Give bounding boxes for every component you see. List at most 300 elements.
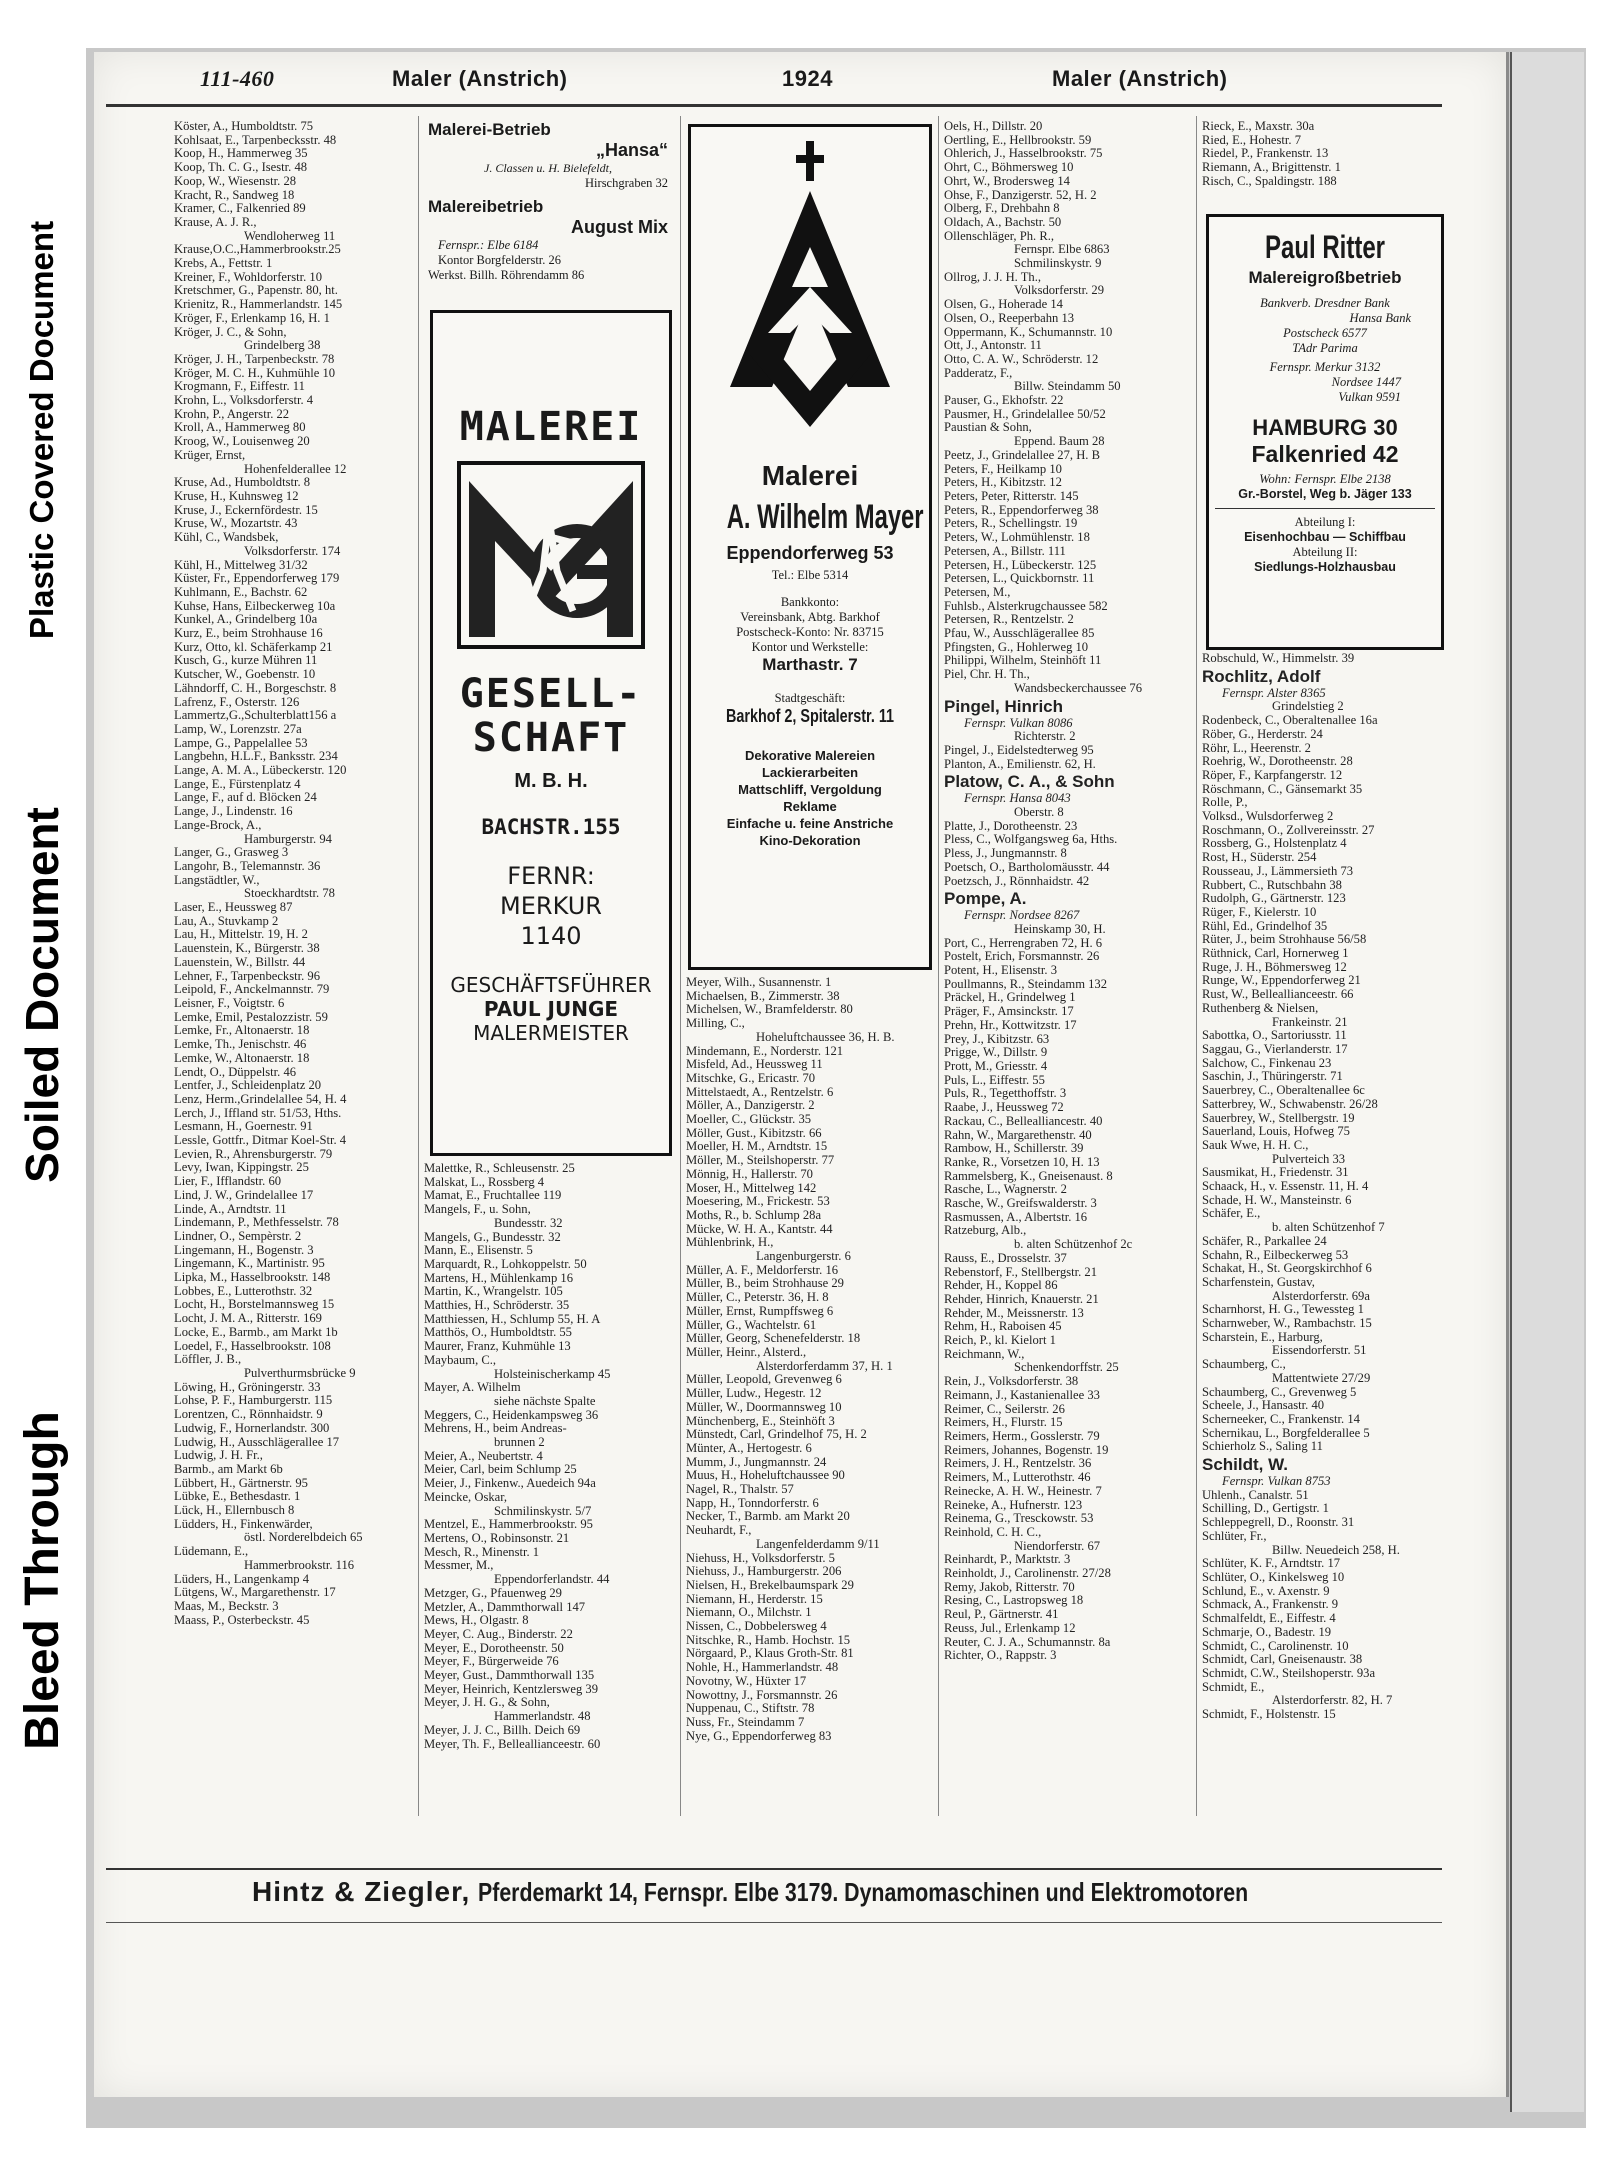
ritter-street: Falkenried 42: [1251, 441, 1399, 467]
list-item: Rossberg, G., Holstenplatz 4: [1202, 837, 1347, 851]
list-item: Leipold, F., Anckelmannstr. 79: [174, 983, 330, 997]
list-item: Robschuld, W., Himmelstr. 39: [1202, 652, 1355, 665]
list-item: Langstädtler, W.,: [174, 873, 260, 887]
list-item: Peters, H., Kibitzstr. 12: [944, 476, 1062, 490]
list-item: Kurz, Otto, kl. Schäferkamp 21: [174, 640, 333, 654]
hansa-title: Malerei-Betrieb: [428, 120, 551, 139]
list-item: Sausmikat, H., Friedenstr. 31: [1202, 1166, 1349, 1180]
mayer-services: [691, 747, 929, 849]
list-item: Roschmann, O., Zollvereinsstr. 27: [1202, 823, 1375, 837]
list-item: Schmidt, E.,: [1202, 1680, 1265, 1694]
list-item: Kohlsaat, E., Tarpenbecksstr. 48: [174, 133, 337, 147]
list-item: Grindelstieg 2: [1272, 700, 1344, 714]
list-item: Ollrog, J. J. H. Th.,: [944, 270, 1042, 284]
list-item: Krogmann, F., Eiffestr. 11: [174, 380, 305, 394]
list-item: Meyer, Wilh., Susannenstr. 1: [686, 976, 832, 989]
list-item: Oppermann, K., Schumannstr. 10: [944, 325, 1113, 339]
list-item: Krebs, A., Fettstr. 1: [174, 257, 273, 271]
ritter-tadr: TAdr Parima: [1292, 341, 1358, 355]
list-item: Reimers, Johannes, Bogenstr. 19: [944, 1443, 1109, 1457]
list-item: Eppend. Baum 28: [1014, 435, 1105, 449]
list-item: Moeller, C., Glückstr. 35: [686, 1113, 812, 1127]
ritter-bank2: Hansa Bank: [1349, 311, 1411, 325]
ad-malerei-gesellschaft: [430, 310, 672, 1156]
list-item: Langer, G., Grasweg 3: [174, 846, 289, 860]
mayer-stadt: Barkhof 2, Spitalerstr. 11: [725, 706, 895, 726]
list-item: Scharstein, E., Harburg,: [1202, 1330, 1323, 1344]
list-item: Bundesstr. 32: [494, 1216, 563, 1230]
ritter-name: Paul Ritter: [1264, 229, 1386, 265]
list-item: Scharfenstein, Gustav,: [1202, 1275, 1315, 1289]
list-item: Leisner, F., Voigtstr. 6: [174, 997, 285, 1010]
list-item: Roehrig, W., Dorotheenstr. 28: [1202, 755, 1353, 769]
list-item: Kröger, F., Erlenkamp 16, H. 1: [174, 311, 330, 325]
list-item: Schernikau, L., Borgfelderallee 5: [1202, 1426, 1370, 1440]
list-item: Lange, A. M. A., Lübeckerstr. 120: [174, 764, 347, 778]
list-item: Kroog, W., Louisenweg 20: [174, 435, 310, 449]
list-item: Wendloherweg 11: [244, 229, 336, 243]
list-item: Röhr, L., Heerenstr. 2: [1202, 741, 1311, 755]
list-item: Napp, H., Tonndorferstr. 6: [686, 1496, 819, 1510]
list-item: Kramer, C., Falkenried 89: [174, 202, 306, 216]
list-item: Lauenstein, W., Billstr. 44: [174, 955, 306, 969]
mix-kontor: Kontor Borgfelderstr. 26: [438, 253, 562, 267]
ritter-abt2: Abteilung II:: [1292, 545, 1358, 559]
list-item: Lau, A., Stuvkamp 2: [174, 914, 279, 928]
list-item: Locke, E., Barmb., am Markt 1b: [174, 1325, 338, 1339]
list-item: Reinholdt, J., Carolinenstr. 27/28: [944, 1567, 1111, 1581]
list-item: Müller, B., beim Strohhause 29: [686, 1277, 844, 1291]
list-item: Prott, M., Griesstr. 4: [944, 1060, 1048, 1073]
list-item: Levien, R., Ahrensburgerstr. 79: [174, 1147, 333, 1161]
list-item: Reul, P., Gärtnerstr. 41: [944, 1608, 1059, 1622]
list-item: Lessle, Gottfr., Ditmar Koel-Str. 4: [174, 1134, 347, 1148]
list-item: Peters, R., Schellingstr. 19: [944, 517, 1078, 531]
list-item: Petersen, L., Quickbornstr. 11: [944, 572, 1095, 586]
list-item: Ludwig, H., Ausschlägerallee 17: [174, 1435, 340, 1449]
list-item: Lobbes, E., Lutterothstr. 32: [174, 1284, 313, 1298]
list-item: Ohrt, C., Böhmersweg 10: [944, 161, 1074, 175]
list-item: Ruge, J. H., Böhmersweg 12: [1202, 960, 1347, 974]
mayer-malerei: Malerei: [761, 460, 859, 491]
ad-gesellschaft-line2: GESELL-: [459, 671, 643, 717]
list-item: Rebenstorf, F., Stellbergstr. 21: [944, 1265, 1098, 1279]
list-item: Reimann, J., Kastanienallee 33: [944, 1388, 1100, 1402]
list-item: Maas, M., Beckstr. 3: [174, 1599, 279, 1613]
list-item: Sauerbrey, C., Oberaltenallee 6c: [1202, 1084, 1365, 1098]
list-item: Moths, R., b. Schlump 28a: [686, 1208, 822, 1222]
list-item: Müller, W., Doormannsweg 10: [686, 1400, 842, 1414]
list-item: Lübke, E., Bethesdastr. 1: [174, 1490, 301, 1504]
list-item: Fuhlsb., Alsterkrugchaussee 582: [944, 599, 1108, 613]
mix-title: Malereibetrieb: [428, 197, 544, 216]
list-item: Reineke, A., Hufnerstr. 123: [944, 1498, 1083, 1512]
list-item: Piel, Chr. H. Th.,: [944, 668, 1030, 682]
list-item: Schahn, R., Eilbeckerweg 53: [1202, 1248, 1349, 1262]
list-item: Kühl, C., Wandsbek,: [174, 531, 279, 545]
column-5: [1202, 652, 1446, 1722]
list-item: Nuppenau, C., Stiftstr. 78: [686, 1702, 815, 1716]
list-item: Kruse, W., Mozartstr. 43: [174, 517, 298, 531]
list-item: Sauerland, Louis, Hofweg 75: [1202, 1125, 1350, 1139]
section-right: Maler (Anstrich): [1052, 66, 1228, 91]
list-item: Müller, Ernst, Rumpffsweg 6: [686, 1304, 834, 1318]
ad-gesellschaft-line1: MALEREI: [459, 404, 643, 450]
list-item: Kruse, Ad., Humboldtstr. 8: [174, 476, 311, 490]
list-item: Rahn, W., Margarethenstr. 40: [944, 1128, 1092, 1142]
list-item: Hamburgerstr. 94: [244, 832, 332, 846]
list-item: Lafrenz, F., Osterstr. 126: [174, 695, 300, 709]
list-item: Langenburgerstr. 6: [756, 1250, 851, 1264]
ad-gesellschaft-fern1: FERNR:: [507, 862, 595, 890]
list-item: Oberstr. 8: [1014, 806, 1064, 820]
list-item: Küster, Fr., Eppendorferweg 179: [174, 572, 340, 586]
mayer-postscheck: Postscheck-Konto: Nr. 83715: [736, 625, 884, 639]
list-item: Rauss, E., Drosselstr. 37: [944, 1251, 1067, 1265]
list-item: Hammerbrookstr. 116: [244, 1558, 355, 1572]
list-item: Mangels, G., Bundesstr. 32: [424, 1230, 561, 1244]
list-item: östl. Norderelbdeich 65: [244, 1531, 363, 1545]
list-item: Lampe, G., Pappelallee 53: [174, 736, 308, 750]
list-item: Lüdders, H., Finkenwärder,: [174, 1517, 313, 1531]
list-item: Münstedt, Carl, Grindelhof 75, H. 2: [686, 1428, 867, 1442]
list-item: Rein, J., Volksdorferstr. 38: [944, 1375, 1079, 1389]
list-item: Mühlenbrink, H.,: [686, 1236, 774, 1250]
list-item: Mumm, J., Jungmannstr. 24: [686, 1455, 827, 1469]
mayer-street: Eppendorferweg 53: [726, 543, 894, 563]
ad-wilhelm-mayer: [688, 124, 932, 970]
list-item: Richterstr. 2: [1014, 730, 1076, 744]
list-item: Mesch, R., Minenstr. 1: [424, 1545, 540, 1559]
mayer-service: Reklame: [783, 799, 837, 814]
list-item: Sabottka, O., Sartoriusstr. 11: [1202, 1029, 1347, 1043]
ritter-abt2b: Siedlungs-Holzhausbau: [1254, 560, 1396, 574]
ad-gesellschaft-line4: M. B. H.: [514, 770, 588, 792]
list-item: Schleppegrell, D., Roonstr. 31: [1202, 1516, 1355, 1530]
list-item: Kroll, A., Hammerweg 80: [174, 421, 306, 435]
list-item: Krause, A. J. R.,: [174, 215, 257, 229]
list-item: Rehder, M., Meissnerstr. 13: [944, 1306, 1084, 1320]
list-item: Kutscher, W., Goebenstr. 10: [174, 668, 316, 682]
list-item: Michaelsen, B., Zimmerstr. 38: [686, 989, 840, 1003]
list-item: Volksdorferstr. 174: [244, 544, 341, 558]
list-item: Reichmann, W.,: [944, 1347, 1025, 1361]
list-item: Mehrens, H., beim Andreas-: [424, 1422, 567, 1436]
ritter-abt1: Abteilung I:: [1294, 515, 1356, 529]
list-item: Lindemann, P., Methfesselstr. 78: [174, 1216, 339, 1230]
list-item: Marquardt, R., Lohkoppelstr. 50: [424, 1257, 587, 1271]
list-item: Nörgaard, P., Klaus Groth-Str. 81: [686, 1647, 854, 1661]
list-item: Ohse, F., Danzigerstr. 52, H. 2: [944, 188, 1097, 202]
list-item: Riedel, P., Frankenstr. 13: [1202, 147, 1329, 161]
list-item: Poullmanns, R., Steindamm 132: [944, 977, 1108, 991]
list-item: Meyer, C. Aug., Binderstr. 22: [424, 1627, 573, 1641]
list-item: Meyer, Heinrich, Kentzlersweg 39: [424, 1682, 598, 1696]
list-item: Meyer, E., Dorotheenstr. 50: [424, 1641, 564, 1655]
list-item: Meyer, Th. F., Belleallianceestr. 60: [424, 1737, 601, 1751]
list-item: Schmarje, O., Badestr. 19: [1202, 1625, 1332, 1639]
list-item: Neuhardt, F.,: [686, 1524, 752, 1538]
list-item: Hammerlandstr. 48: [494, 1710, 591, 1724]
list-item: Oldach, A., Bachstr. 50: [944, 215, 1062, 229]
list-item: Locht, H., Borstelmannsweg 15: [174, 1298, 335, 1312]
next-page-edge: [1510, 52, 1584, 2112]
list-item: Pingel, J., Eidelstedterweg 95: [944, 743, 1094, 757]
list-item: Loedel, F., Hasselbrookstr. 108: [174, 1339, 331, 1353]
list-item: Heinskamp 30, H.: [1014, 922, 1106, 936]
list-item: Pulverteich 33: [1272, 1152, 1346, 1166]
mayer-stadt-title: Stadtgeschäft:: [774, 691, 846, 705]
list-item: Fernspr. Elbe 6863: [1014, 243, 1110, 257]
list-item: Schilling, D., Gertigstr. 1: [1202, 1502, 1329, 1516]
list-item: Kreiner, F., Wohldorferstr. 10: [174, 270, 322, 284]
list-item: Lamp, W., Lorenzstr. 27a: [174, 722, 302, 736]
list-item: Reinema, G., Tresckowstr. 53: [944, 1512, 1094, 1526]
list-item: Röber, G., Herderstr. 24: [1202, 727, 1323, 741]
list-item: Lendt, O., Düppelstr. 46: [174, 1065, 297, 1079]
page-code: 111-460: [200, 66, 275, 91]
list-item: b. alten Schützenhof 2c: [1014, 1238, 1133, 1252]
list-item: Nielsen, H., Brekelbaumspark 29: [686, 1578, 854, 1592]
list-item: Kröger, J. C., & Sohn,: [174, 325, 287, 339]
list-item: Pfau, W., Ausschlägerallee 85: [944, 627, 1095, 641]
mayer-kontor: Marthastr. 7: [762, 655, 858, 674]
list-item: Rost, H., Süderstr. 254: [1202, 851, 1317, 865]
list-item: Münter, A., Hertogestr. 6: [686, 1441, 812, 1455]
list-item: Philippi, Wilhelm, Steinhöft 11: [944, 654, 1102, 668]
list-item: b. alten Schützenhof 7: [1272, 1221, 1385, 1235]
list-item: Puls, R., Tegetthoffstr. 3: [944, 1087, 1067, 1101]
firm-entry-heading: Platow, C. A., & Sohn: [944, 772, 1115, 792]
list-item: Lange, J., Lindenstr. 16: [174, 805, 293, 819]
list-item: Saschin, J., Thüringerstr. 71: [1202, 1070, 1343, 1084]
list-item: Hoheluftchaussee 36, H. B.: [756, 1030, 895, 1044]
hansa-owner: J. Classen u. H. Bielefeldt,: [484, 161, 612, 175]
list-item: Muus, H., Hoheluftchaussee 90: [686, 1469, 845, 1483]
list-item: Scharnweber, W., Rambachstr. 15: [1202, 1317, 1372, 1331]
list-item: Krohn, P., Angerstr. 22: [174, 407, 290, 421]
mayer-kontor-title: Kontor und Werkstelle:: [751, 640, 869, 654]
list-item: Holsteinischerkamp 45: [494, 1367, 611, 1381]
list-item: Reinhold, C. H. C.,: [944, 1525, 1042, 1539]
list-item: Maybaum, C.,: [424, 1353, 497, 1367]
list-item: Rehm, H., Raboisen 45: [944, 1320, 1062, 1334]
list-item: Röper, F., Karpfangerstr. 12: [1202, 768, 1343, 782]
list-item: Mitschke, G., Ericastr. 70: [686, 1071, 816, 1085]
list-item: Langenfelderdamm 9/11: [756, 1537, 880, 1551]
list-item: Rasche, L., Wagnerstr. 2: [944, 1183, 1067, 1197]
list-item: Rousseau, J., Lämmersieth 73: [1202, 864, 1354, 878]
side-label-soiled: Soiled Document: [16, 807, 68, 1183]
list-item: Rudolph, G., Gärtnerstr. 123: [1202, 892, 1346, 906]
list-item: Lange, E., Fürstenplatz 4: [174, 777, 301, 791]
list-item: Sauerbrey, W., Stellbergstr. 19: [1202, 1111, 1355, 1125]
mayer-name: A. Wilhelm Mayer: [726, 498, 924, 536]
list-item: Lauenstein, K., Bürgerstr. 38: [174, 942, 320, 956]
list-item: Meier, J., Finkenw., Auedeich 94a: [424, 1477, 596, 1491]
ad-gesellschaft-fern3: 1140: [520, 922, 582, 950]
firm-phone: Fernspr. Nordsee 8267: [964, 909, 1080, 923]
section-left: Maler (Anstrich): [392, 66, 568, 91]
list-item: Kruse, H., Kuhnsweg 12: [174, 489, 299, 503]
ad-gesellschaft-ges2: PAUL JUNGE: [483, 997, 619, 1021]
list-item: Kracht, R., Sandweg 18: [174, 188, 295, 202]
mayer-service: Dekorative Malereien: [744, 748, 876, 763]
list-item: Billw. Steindamm 50: [1014, 380, 1121, 394]
list-item: Poetsch, O., Bartholomäusstr. 44: [944, 860, 1110, 874]
list-item: Meier, Carl, beim Schlump 25: [424, 1463, 577, 1477]
side-label-strip: [0, 0, 84, 2177]
list-item: Schaumberg, C.,: [1202, 1358, 1286, 1372]
list-item: Mayer, A. Wilhelm: [424, 1381, 521, 1395]
list-item: Nagel, R., Thalstr. 57: [686, 1483, 794, 1497]
list-item: Olsen, O., Reeperbahn 13: [944, 311, 1075, 325]
list-item: Ohlerich, J., Hasselbrookstr. 75: [944, 147, 1103, 161]
list-item: Ollenschläger, Ph. R.,: [944, 229, 1055, 243]
firm-entry-heading: Pompe, A.: [944, 889, 1027, 909]
list-item: Peters, Peter, Ritterstr. 145: [944, 489, 1079, 503]
list-item: Postelt, Erich, Forsmannstr. 26: [944, 950, 1100, 964]
list-item: Reich, P., kl. Kielort 1: [944, 1334, 1056, 1348]
list-item: Rambow, H., Schillerstr. 39: [944, 1142, 1084, 1156]
list-item: Runge, W., Eppendorferweg 21: [1202, 974, 1361, 988]
list-item: Mamat, E., Fruchtallee 119: [424, 1189, 562, 1203]
list-item: Saggau, G., Vierlanderstr. 17: [1202, 1042, 1348, 1056]
list-item: Meyer, J. J. C., Billh. Deich 69: [424, 1723, 581, 1737]
list-item: Rehder, H., Koppel 86: [944, 1279, 1058, 1293]
list-item: Matthiessen, H., Schlump 55, H. A: [424, 1312, 601, 1326]
list-item: Frankeinstr. 21: [1272, 1015, 1348, 1029]
hansa-address: Hirschgraben 32: [585, 176, 668, 190]
list-item: Niemann, H., Herderstr. 15: [686, 1592, 823, 1606]
column-2: [424, 1162, 672, 1751]
list-item: Möller, A., Danzigerstr. 2: [686, 1099, 815, 1113]
mix-name: August Mix: [571, 217, 668, 237]
list-item: Lütgens, W., Margarethenstr. 17: [174, 1586, 336, 1600]
mayer-bank-title: Bankkonto:: [780, 595, 840, 609]
hansa-name: „Hansa“: [595, 140, 668, 160]
list-item: Schaack, H., v. Essenstr. 11, H. 4: [1202, 1180, 1369, 1194]
list-item: Koop, H., Hammerweg 35: [174, 147, 308, 161]
list-item: Schakat, H., St. Georgskirchhof 6: [1202, 1262, 1372, 1276]
ritter-subtitle: Malereigroßbetrieb: [1248, 268, 1402, 287]
list-item: Niehuss, H., Volksdorferstr. 5: [686, 1551, 835, 1565]
list-item: Krüger, Ernst,: [174, 448, 246, 462]
list-item: Risch, C., Spaldingstr. 188: [1202, 174, 1337, 188]
list-item: Puls, L., Eiffestr. 55: [944, 1073, 1045, 1087]
list-item: Langohr, B., Telemannstr. 36: [174, 859, 321, 873]
list-item: Lohse, P. F., Hamburgerstr. 115: [174, 1394, 333, 1408]
list-item: Lenz, Herm.,Grindelallee 54, H. 4: [174, 1092, 347, 1106]
list-item: Lindner, O., Sempèrstr. 2: [174, 1229, 302, 1243]
list-item: Kurz, E., beim Strohhause 16: [174, 627, 323, 641]
list-item: Michelsen, W., Bramfelderstr. 80: [686, 1003, 853, 1017]
list-item: Nye, G., Eppendorferweg 83: [686, 1729, 832, 1743]
list-item: Meincke, Oskar,: [424, 1490, 508, 1504]
list-item: Eissendorferstr. 51: [1272, 1344, 1367, 1358]
list-item: Lingemann, K., Martinistr. 95: [174, 1257, 325, 1271]
list-item: Martens, H., Mühlenkamp 16: [424, 1271, 574, 1285]
column-divider: [680, 116, 681, 1816]
list-item: Eppendorferlandstr. 44: [494, 1573, 610, 1587]
ad-gesellschaft-address: BACHSTR.155: [481, 815, 621, 839]
list-item: Lipka, M., Hasselbrookstr. 148: [174, 1271, 331, 1285]
list-item: Richter, O., Rappstr. 3: [944, 1649, 1057, 1663]
list-item: Peters, R., Eppendorferweg 38: [944, 503, 1099, 517]
list-item: Wandsbeckerchaussee 76: [1014, 681, 1143, 695]
list-item: Paustian & Sohn,: [944, 421, 1032, 435]
list-item: Satterbrey, W., Schwabenstr. 26/28: [1202, 1097, 1378, 1111]
ritter-fern3: Vulkan 9591: [1338, 390, 1401, 404]
list-item: Schmilinskystr. 5/7: [494, 1504, 592, 1518]
list-item: Kretschmer, G., Papenstr. 80, ht.: [174, 284, 338, 298]
list-item: Kruse, J., Eckernfördestr. 15: [174, 503, 318, 517]
list-item: Olberg, F., Drehbahn 8: [944, 202, 1060, 216]
list-item: Resing, C., Lastropsweg 18: [944, 1594, 1084, 1608]
list-item: Niehuss, J., Hamburgerstr. 206: [686, 1565, 842, 1579]
firm-entry-heading: Pingel, Hinrich: [944, 696, 1064, 716]
list-item: Müller, G., Wachtelstr. 61: [686, 1318, 817, 1332]
list-item: Münchenberg, E., Steinhöft 3: [686, 1414, 835, 1428]
list-item: Locht, J. M. A., Ritterstr. 169: [174, 1312, 322, 1326]
list-item: Müller, Heinr., Alsterd.,: [686, 1345, 807, 1359]
list-item: Novotny, W., Hüxter 17: [686, 1674, 807, 1688]
column-3: [686, 976, 946, 1743]
list-item: Lübbert, H., Gärtnerstr. 95: [174, 1476, 308, 1490]
list-item: Kröger, M. C. H., Kuhmühle 10: [174, 366, 336, 380]
list-item: Müller, C., Peterstr. 36, H. 8: [686, 1291, 829, 1305]
list-item: Pless, J., Jungmannstr. 8: [944, 847, 1067, 861]
list-item: Platte, J., Dorotheenstr. 23: [944, 819, 1078, 833]
list-item: Rühl, Ed., Grindelhof 35: [1202, 919, 1328, 933]
ritter-fern2: Nordsee 1447: [1331, 375, 1401, 389]
list-item: Petersen, M.,: [944, 585, 1011, 599]
year: 1924: [782, 66, 833, 91]
list-item: Scheele, J., Hansastr. 40: [1202, 1399, 1325, 1413]
list-item: Langbehn, H.L.F., Banksstr. 234: [174, 750, 338, 764]
list-item: Mentzel, E., Hammerbrookstr. 95: [424, 1518, 593, 1532]
list-item: Schäfer, R., Parkallee 24: [1202, 1234, 1327, 1248]
footer-rule: [106, 1868, 1442, 1870]
list-item: Löffler, J. B.,: [174, 1353, 242, 1367]
ritter-city: HAMBURG 30: [1252, 415, 1398, 440]
list-item: Schlund, E., v. Axenstr. 9: [1202, 1584, 1330, 1598]
list-item: Nuss, Fr., Steindamm 7: [686, 1715, 805, 1729]
list-item: Pless, C., Wolfgangsweg 6a, Hths.: [944, 833, 1118, 847]
list-item: Scharnhorst, H. G., Tewessteg 1: [1202, 1303, 1364, 1317]
list-item: Müller, A. F., Meldorferstr. 16: [686, 1263, 839, 1277]
list-item: Raabe, J., Heussweg 72: [944, 1101, 1064, 1115]
list-item: Reinhardt, P., Marktstr. 3: [944, 1553, 1071, 1567]
list-item: Prey, J., Kibitzstr. 63: [944, 1032, 1050, 1046]
list-item: Lerch, J., Iffland str. 51/53, Hths.: [174, 1106, 342, 1120]
column-4: [944, 120, 1174, 1663]
list-item: Misfeld, Ad., Heussweg 11: [686, 1058, 823, 1072]
ritter-post: Postscheck 6577: [1283, 326, 1367, 340]
list-item: Pfingsten, G., Hohlerweg 10: [944, 640, 1089, 654]
list-item: siehe nächste Spalte: [494, 1394, 596, 1408]
list-item: Lüders, H., Langenkamp 4: [174, 1572, 309, 1586]
list-item: Lemke, Emil, Pestalozzistr. 59: [174, 1010, 328, 1024]
list-item: Lorentzen, C., Rönnhaidstr. 9: [174, 1408, 323, 1422]
list-item: Malettke, R., Schleusenstr. 25: [424, 1162, 575, 1175]
list-item: Möller, M., Steilshoperstr. 77: [686, 1154, 835, 1168]
list-item: Lier, F., Ifflandstr. 60: [174, 1175, 282, 1189]
list-item: Potent, H., Elisenstr. 3: [944, 964, 1057, 978]
list-item: Milling, C.,: [686, 1017, 745, 1031]
list-item: Stoeckhardtstr. 78: [244, 887, 335, 901]
list-item: Petersen, A., Billstr. 111: [944, 544, 1066, 558]
